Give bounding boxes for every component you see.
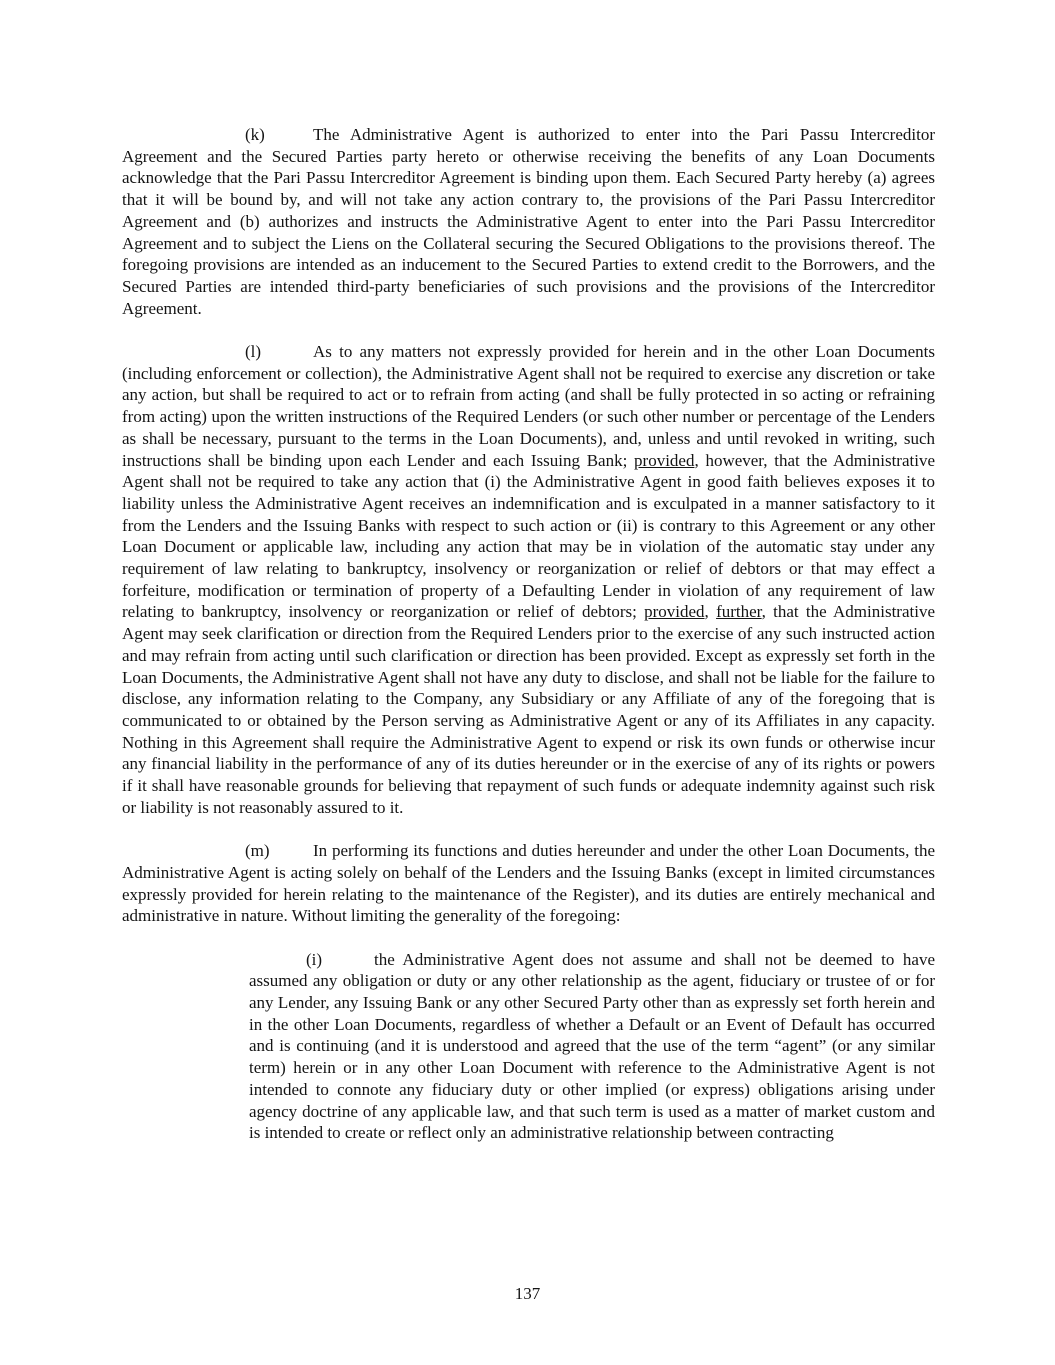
page-number: 137	[514, 1284, 541, 1303]
defined-term-underlined: provided	[634, 450, 695, 470]
paragraph-m	[122, 840, 935, 927]
paragraph-text: The Administrative Agent is authorized to enter into the Pari Passu Intercreditor Agreement and the Secured Parties party hereto or otherwise receiving the benefits of any Loan Documents acknowledge that the Pari Passu Intercreditor Agreement is binding upon them. Each Secured Party hereby (a) agrees that it will be bound by, and will not take any action contrary to, the provisions of the Pari Passu Intercreditor Agreement and (b) authorizes and instructs the Administrative Agent to enter into the Pari Passu Intercreditor Agreement and to subject the Liens on the Collateral securing the Secured Obligations to the provisions thereof. The foregoing provisions are intended as an inducement to the Secured Parties to extend credit to the Borrowers, and the Secured Parties are intended third-party beneficiaries of such provisions and the provisions of the Intercreditor Agreement.	[122, 125, 935, 318]
paragraph-text: In performing its functions and duties hereunder and under the other Loan Documents, the Administrative Agent is acting solely on behalf of the Lenders and the Issuing Banks (except in limited circumstances expressly provided for herein relating to the maintenance of the Register), and its duties are entirely mechanical and administrative in nature. Without limiting the generality of the foregoing:	[122, 841, 935, 926]
paragraph-text: , that the Administrative Agent may seek clarification or direction from the Required Lenders prior to the exercise of any such instructed action and may refrain from acting until such clarification or direction has been provided. Except as expressly set forth in the Loan Documents, the Administrative Agent shall not have any duty to disclose, and shall not be liable for the failure to disclose, any information relating to the Company, any Subsidiary or any Affiliate of any of the foregoing that is communicated to or obtained by the Person serving as Administrative Agent or any of its Affiliates in any capacity. Nothing in this Agreement shall require the Administrative Agent to expend or risk its own funds or otherwise incur any financial liability in the performance of any of its duties hereunder or in the exercise of any of its rights or powers if it shall have reasonable grounds for believing that repayment of such funds or adequate indemnity against such risk or liability is not reasonably assured to it.	[122, 602, 936, 817]
paragraph-k	[122, 124, 935, 319]
paragraph-text: , however, that the Administrative Agent shall not be required to take any action that (i) the Administrative Agent in good faith believes exposes it to liability unless the Administrative Agent receives an indemnification and is exculpated in a manner satisfactory to it from the Lenders and the Issuing Banks with respect to such action or (ii) is contrary to this Agreement or any other Loan Document or applicable law, including any action that may be in violation of the automatic stay under any requirement of law relating to bankruptcy, insolvency or reorganization or relief of debtors or that may effect a forfeiture, modification or termination of property of a Defaulting Lender in violation of any requirement of law relating to bankruptcy, insolvency or reorganization or relief of debtors;	[122, 450, 936, 622]
paragraph-label: (i)	[306, 949, 323, 969]
paragraph-label: (m)	[245, 841, 270, 861]
defined-term-underlined: provided	[644, 602, 705, 622]
paragraph-label: (k)	[245, 125, 265, 144]
defined-term-underlined: further	[716, 602, 762, 622]
paragraph-l	[122, 341, 935, 818]
paragraph-i	[249, 949, 935, 1144]
paragraph-text: ,	[704, 602, 717, 622]
paragraph-text: the Administrative Agent does not assume and shall not be deemed to have assumed any obligation or duty or any other relationship as the agent, fiduciary or trustee of or for any Lender, any Issuing Bank or any other Secured Party other than as expressly set forth herein and in the other Loan Documents, regardless of whether a Default or an Event of Default has occurred and is continuing (and it is understood and agreed that the use of the term “agent” (or any similar term) herein or in any other Loan Document with reference to the Administrative Agent is not intended to connote any fiduciary duty or other implied (or express) obligations arising under agency doctrine of any applicable law, and that such term is used as a matter of market custom and is intended to create or reflect only an administrative relationship between contracting	[249, 949, 935, 1143]
document-body	[122, 124, 935, 1144]
paragraph-text: As to any matters not expressly provided for herein and in the other Loan Documents (including enforcement or collection), the Administrative Agent shall not be required to exercise any discretion or take any action, but shall be required to act or to refrain from acting (and shall be fully protected in so acting or refraining from acting) upon the written instructions of the Required Lenders (or such other number or percentage of the Lenders as shall be necessary, pursuant to the terms in the Loan Documents), and, unless and until revoked in writing, such instructions shall be binding upon each Lender and each Issuing Bank;	[122, 342, 935, 470]
paragraph-label: (l)	[245, 342, 262, 362]
